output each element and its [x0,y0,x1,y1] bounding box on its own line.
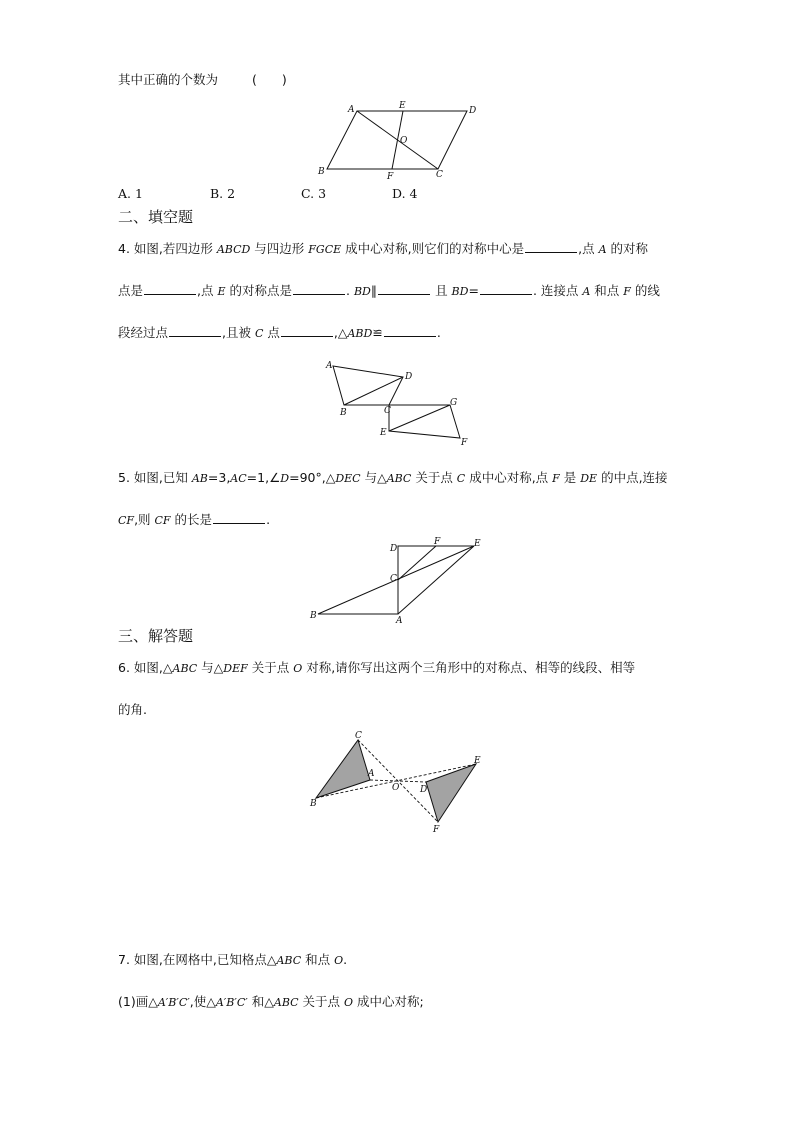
label-e: E [380,428,387,438]
label-e: E [474,756,481,766]
segment-cf [398,546,436,580]
q7-line2: (1)画△A′B′C′,使△A′B′C′ 和△ABC 关于点 O 成中心对称; [118,994,424,1009]
section-fill-in: 二、填空题 [118,208,194,226]
label-d: D [405,372,413,382]
dashed-cf [358,740,438,822]
label-e: E [474,539,481,549]
q3-prompt: 其中正确的个数为 ( ) [118,72,287,87]
option-b[interactable]: B. 2 [210,186,236,201]
option-d[interactable]: D. 4 [392,186,418,201]
blank-bisected[interactable] [281,325,333,337]
blank-center[interactable] [525,241,577,253]
q4-line2: 点是 ,点 E 的对称点是 . BD∥ 且 BD= . 连接点 A 和点 F 的线 [118,283,660,298]
label-d: D [469,106,477,116]
label-b: B [310,799,317,809]
blank-equal[interactable] [480,283,532,295]
blank-parallel[interactable] [378,283,430,295]
blank-passes[interactable] [169,325,221,337]
label-f: F [461,438,468,448]
label-a: A [368,769,375,779]
label-d: D [390,544,398,554]
q5-line1: 5. 如图,已知 AB=3,AC=1,∠D=90°,△DEC 与△ABC 关于点 C 成中心对称,点 F 是 DE 的中点,连接 [118,470,668,485]
label-f: F [433,825,440,835]
q6-line2: 的角. [118,702,147,717]
blank-cf-length[interactable] [213,512,265,524]
q5-line2: CF,则 CF 的长是 . [118,512,271,527]
section-solutions: 三、解答题 [118,627,194,645]
q5-figure [308,536,498,626]
quad-abcd [333,366,403,405]
label-f: F [387,172,394,182]
label-c: C [384,406,391,416]
q6-figure [308,726,488,836]
q3-figure [310,98,490,184]
label-b: B [340,408,347,418]
triangle-abc [316,740,370,798]
label-g: G [450,398,458,408]
label-b: B [310,611,317,621]
q4-figure [318,352,478,452]
answer-paren: ( ) [252,72,287,87]
label-c: C [436,170,443,180]
q6-line1: 6. 如图,△ABC 与△DEF 关于点 O 对称,请你写出这两个三角形中的对称点、相等的线段、相等 [118,660,636,675]
label-c: C [355,731,362,741]
label-b: B [318,167,325,177]
blank-a-sym[interactable] [144,283,196,295]
segment-ae [398,546,474,614]
segment-bd [344,377,403,405]
label-c: C [390,574,397,584]
label-e: E [399,101,406,111]
q4-line3: 段经过点 ,且被 C 点 ,△ABD≌ . [118,325,441,340]
label-o: O [392,783,400,793]
option-c[interactable]: C. 3 [301,186,327,201]
label-a: A [326,361,333,371]
label-a: A [396,616,403,626]
q7-line1: 7. 如图,在网格中,已知格点△ABC 和点 O. [118,952,348,967]
quad-fgce [389,405,460,438]
label-a: A [348,105,355,115]
segment-eg [389,405,450,431]
blank-congruent[interactable] [384,325,436,337]
label-d: D [420,785,428,795]
blank-e-sym[interactable] [293,283,345,295]
option-a[interactable]: A. 1 [118,186,143,201]
label-o: O [400,136,408,146]
label-f: F [434,537,441,547]
q4-line1: 4. 如图,若四边形 ABCD 与四边形 FGCE 成中心对称,则它们的对称中心是 ,点 A 的对称 [118,241,648,256]
